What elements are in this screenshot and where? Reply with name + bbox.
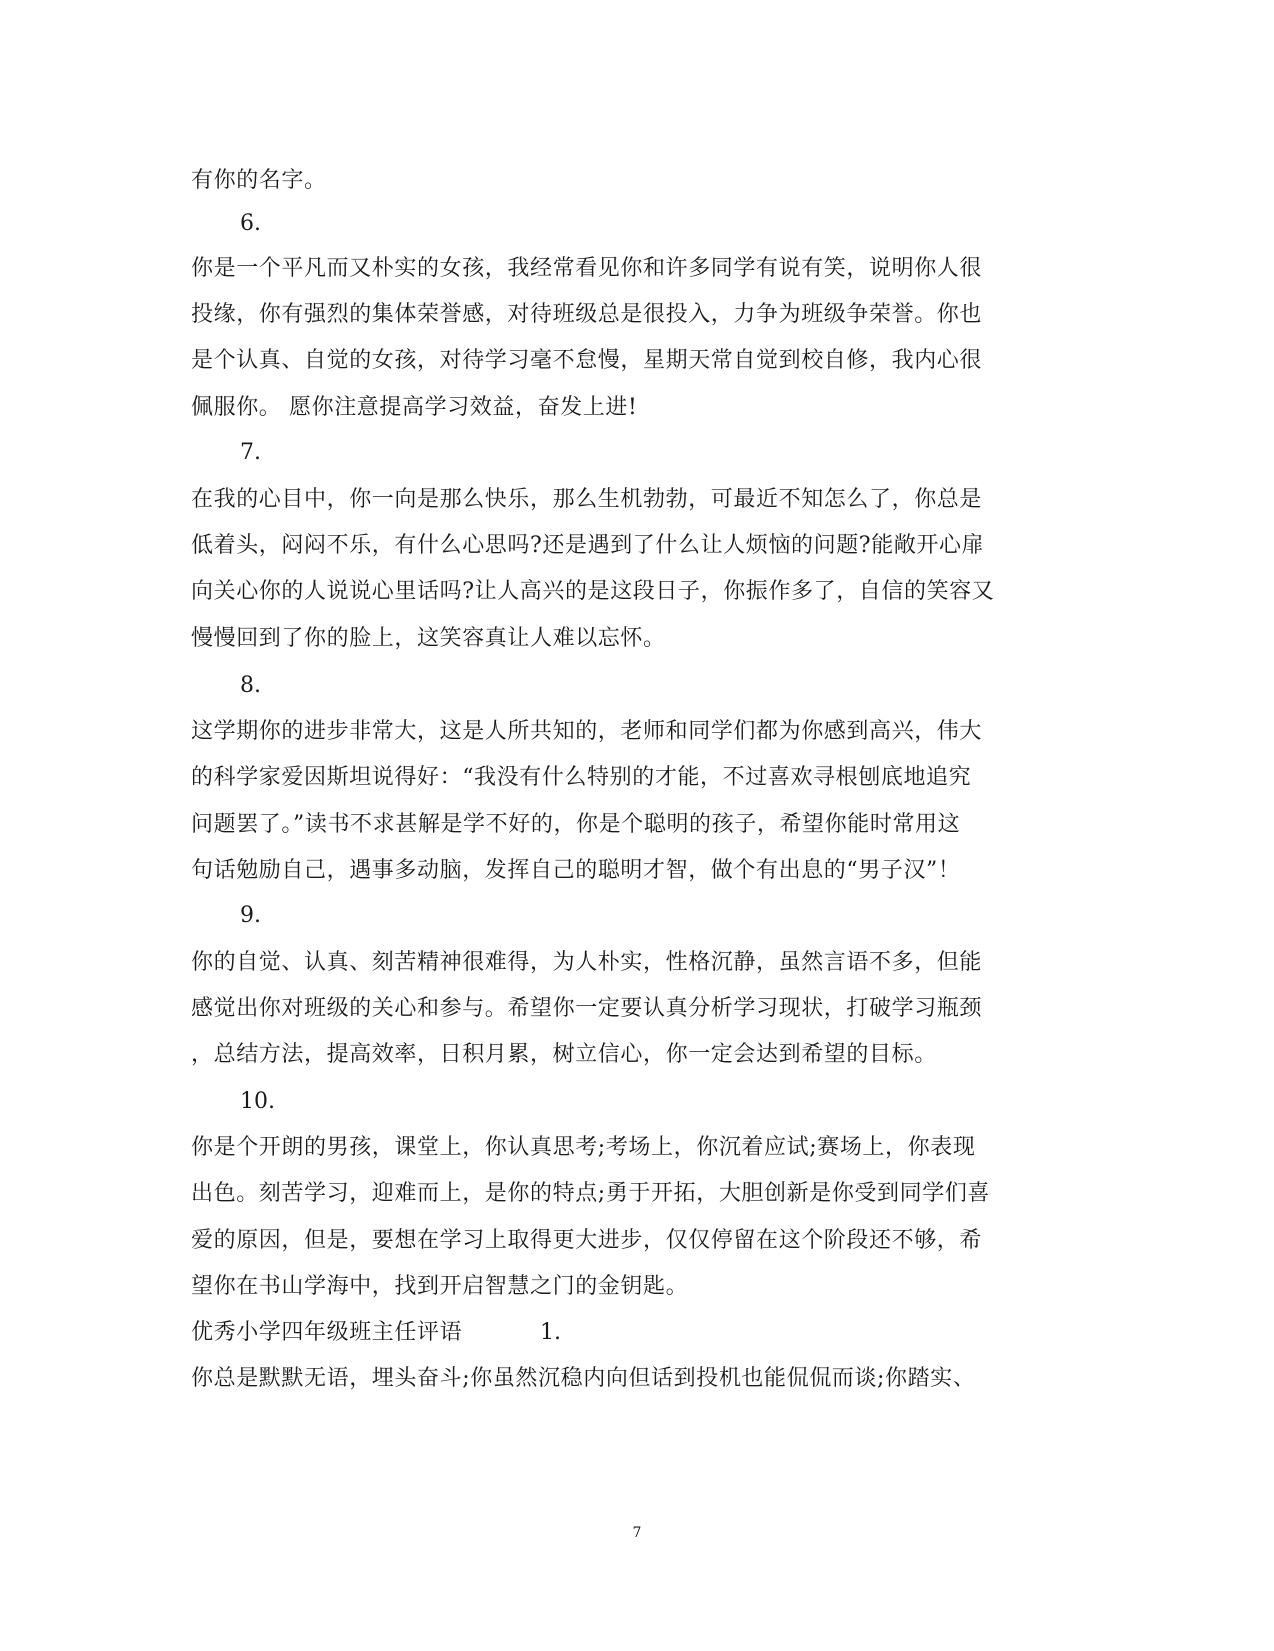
text-line: 你是一个平凡而又朴实的女孩，我经常看见你和许多同学有说有笑，说明你人很	[191, 256, 983, 281]
text-line: 投缘，你有强烈的集体荣誉感，对待班级总是很投入，力争为班级争荣誉。你也	[191, 302, 983, 327]
text-line: 爱的原因，但是，要想在学习上取得更大进步，仅仅停留在这个阶段还不够，希	[191, 1228, 983, 1253]
text-line: 出色。刻苦学习，迎难而上，是你的特点;勇于开拓，大胆创新是你受到同学们喜	[191, 1181, 991, 1206]
text-line: 向关心你的人说说心里话吗?让人高兴的是这段日子，你振作多了，自信的笑容又	[191, 579, 995, 604]
text-line: 是个认真、自觉的女孩，对待学习毫不怠慢，星期天常自觉到校自修，我内心很	[191, 348, 983, 373]
text-line: 在我的心目中，你一向是那么快乐，那么生机勃勃，可最近不知怎么了，你总是	[191, 487, 983, 512]
text-line: 有你的名字。	[191, 168, 327, 193]
text-line: 低着头，闷闷不乐，有什么心思吗?还是遇到了什么让人烦恼的问题?能敞开心扉	[191, 533, 985, 558]
text-line: 感觉出你对班级的关心和参与。希望你一定要认真分析学习现状，打破学习瓶颈	[191, 996, 983, 1021]
item-number: 10.	[240, 1089, 275, 1114]
text-line: 望你在书山学海中，找到开启智慧之门的金钥匙。	[191, 1274, 689, 1299]
text-line: 你总是默默无语，埋头奋斗;你虽然沉稳内向但话到投机也能侃侃而谈;你踏实、	[191, 1366, 976, 1391]
text-line: 问题罢了。”读书不求甚解是学不好的，你是个聪明的孩子，希望你能时常用这	[191, 812, 961, 837]
page-number: 7	[632, 1525, 642, 1541]
section-title: 优秀小学四年级班主任评语	[191, 1320, 463, 1345]
item-number: 7.	[240, 440, 261, 465]
text-line: 句话勉励自己，遇事多动脑，发挥自己的聪明才智，做个有出息的“男子汉”！	[191, 858, 961, 883]
text-line: 的科学家爱因斯坦说得好：“我没有什么特别的才能，不过喜欢寻根刨底地追究	[191, 765, 972, 790]
item-number: 8.	[240, 673, 261, 698]
section-number: 1.	[540, 1320, 561, 1345]
text-line: 佩服你。 愿你注意提高学习效益，奋发上进!	[191, 395, 638, 420]
text-line: 你的自觉、认真、刻苦精神很难得，为人朴实，性格沉静，虽然言语不多，但能	[191, 950, 983, 975]
item-number: 6.	[240, 211, 261, 236]
text-line: ，总结方法，提高效率，日积月累，树立信心，你一定会达到希望的目标。	[191, 1042, 937, 1067]
text-line: 慢慢回到了你的脸上，这笑容真让人难以忘怀。	[191, 626, 666, 651]
item-number: 9.	[240, 903, 261, 928]
text-line: 你是个开朗的男孩，课堂上，你认真思考;考场上，你沉着应试;赛场上，你表现	[191, 1135, 976, 1160]
text-line: 这学期你的进步非常大，这是人所共知的，老师和同学们都为你感到高兴，伟大	[191, 719, 983, 744]
